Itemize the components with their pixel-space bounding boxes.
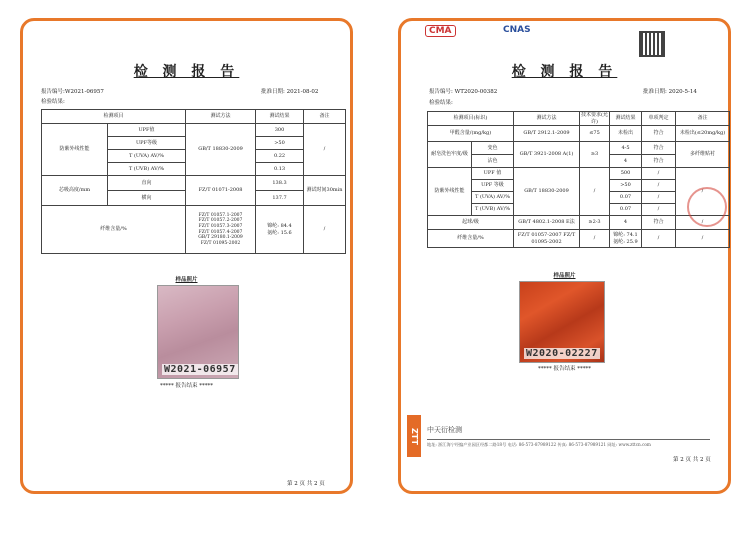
right-header-note: 备注	[676, 112, 730, 126]
left-end-note: ***** 报告结束 *****	[160, 383, 213, 389]
right-cell-method: GB/T 18830-2009	[514, 168, 580, 216]
left-wick-result: 137.7	[256, 191, 304, 206]
right-cell-judge: 符合	[642, 142, 676, 155]
left-page-number: 第 2 页 共 2 页	[287, 481, 325, 487]
right-sample-label: W2020-02227	[526, 348, 598, 359]
right-cell-result: 锦纶: 74.1 氨纶: 25.9	[610, 230, 642, 248]
right-cell-item: T (UVA) AV/%	[472, 192, 514, 204]
right-cell-item: UPF 等级	[472, 180, 514, 192]
left-uv-note: /	[304, 124, 346, 176]
right-cell-judge: /	[642, 204, 676, 216]
footer-address: 地址: 浙江海宁经编产业园区经都二路18号 电话: 86-573-87989122 传真: 86-573-87989121 网址: www.zttcn.com	[427, 442, 651, 447]
right-cell-judge: /	[642, 192, 676, 204]
inspection-stamp-icon	[687, 187, 727, 227]
right-report-title: 检 测 报 告	[511, 64, 618, 80]
right-row-fiber: 纤维含量/%	[428, 230, 514, 248]
left-header-item: 检测项目	[42, 110, 186, 124]
right-cell-result: >50	[610, 180, 642, 192]
left-uv-result: 0.22	[256, 150, 304, 163]
right-header-req: 技术要求(允许)	[581, 112, 608, 125]
right-header-method: 测试方法	[514, 112, 580, 126]
right-cell-judge: 符合	[642, 216, 676, 230]
left-uv-result: 0.13	[256, 163, 304, 176]
left-header-note: 备注	[304, 110, 346, 124]
right-sample-photo	[519, 281, 605, 363]
left-uv-item: UPF值	[108, 124, 186, 137]
cnas-logo: CNAS	[503, 25, 531, 35]
right-cell-judge: 符合	[642, 155, 676, 168]
left-approval-date: 批准日期: 2021-08-02	[261, 89, 319, 95]
cma-logo: CMA	[425, 25, 456, 37]
right-approval-date: 批准日期: 2020-5-14	[643, 89, 697, 95]
right-group-uv: 防紫外线性能	[428, 168, 472, 216]
right-cell-judge: /	[642, 180, 676, 192]
right-cell-item: T (UVB) AV/%	[472, 204, 514, 216]
left-fiber-item: 纤维含量/%	[42, 206, 186, 254]
left-wick-result: 138.3	[256, 176, 304, 191]
right-cell-result: 0.07	[610, 204, 642, 216]
right-cell-note: /	[676, 216, 730, 230]
left-report-title: 检 测 报 告	[133, 64, 240, 80]
left-uv-item: T (UVB) AV/%	[108, 163, 186, 176]
right-cell-judge: 符合	[642, 126, 676, 142]
left-results-table	[41, 109, 346, 254]
left-report-frame	[20, 18, 353, 494]
left-wick-note: 测试时间30min	[304, 176, 346, 206]
left-fiber-results: 锦纶: 84.4 氨纶: 15.6	[256, 206, 304, 254]
right-page-number: 第 2 页 共 2 页	[673, 457, 711, 463]
right-cell-result: 4	[610, 155, 642, 168]
left-sample-label: W2021-06957	[164, 364, 236, 375]
right-cell-req: /	[580, 168, 610, 216]
right-cell-req: /	[580, 230, 610, 248]
right-header-item: 检测项目(标识)	[428, 112, 514, 126]
right-cell-item: 变色	[472, 142, 514, 155]
right-header-judge: 单项判定	[642, 112, 676, 126]
left-fiber-note: /	[304, 206, 346, 254]
right-cell-result: 4-5	[610, 142, 642, 155]
left-uv-method: GB/T 18830-2009	[186, 124, 256, 176]
right-cell-req: ≥3	[580, 142, 610, 168]
left-report-page	[29, 27, 344, 485]
right-cell-note: /	[676, 230, 730, 248]
left-fiber-methods: FZ/T 01057.1-2007 FZ/T 01057.2-2007 FZ/T 01057.3-2007 FZ/T 01057.4-2007 GB/T 29180.1-2009 FZ/T 01095-2002	[186, 206, 256, 254]
right-cell-req: ≤75	[580, 126, 610, 142]
right-cell-method: GB/T 4802.1-2008 E法	[514, 216, 580, 230]
ztt-logo: ZTT	[407, 415, 421, 457]
company-name: 中天衍检测	[427, 426, 462, 434]
left-uv-item: UPF等级	[108, 137, 186, 150]
left-header-result: 测试结果	[256, 110, 304, 124]
left-results-label: 检验结果:	[41, 99, 65, 105]
left-sample-photo	[157, 285, 239, 379]
right-group-wash: 耐皂洗色牢度/级	[428, 142, 472, 168]
right-cell-method: FZ/T 01057-2007 FZ/T 01095-2002	[514, 230, 580, 248]
left-header-method: 测试方法	[186, 110, 256, 124]
right-cell-judge: /	[642, 168, 676, 180]
right-report-number: 报告编号: WT2020-00382	[429, 89, 498, 95]
right-cell-req: ≥2-3	[580, 216, 610, 230]
right-cell-item: 沾色	[472, 155, 514, 168]
right-cell-result: 0.07	[610, 192, 642, 204]
left-uv-item: T (UVA) AV/%	[108, 150, 186, 163]
left-wick-item: 横向	[108, 191, 186, 206]
right-cell-result: 500	[610, 168, 642, 180]
right-sample-caption: 样品照片	[553, 273, 576, 279]
right-report-frame	[398, 18, 731, 494]
footer-divider	[427, 439, 710, 440]
left-uv-result: 300	[256, 124, 304, 137]
right-row-formaldehyde: 甲醛含量/(mg/kg)	[428, 126, 514, 142]
right-cell-note: 多纤维贴衬	[676, 142, 730, 168]
left-report-number: 报告编号:W2021-06957	[41, 89, 104, 95]
qr-code-icon	[641, 33, 663, 55]
right-cell-note: /	[676, 168, 730, 216]
right-header-result: 测试结果	[610, 112, 642, 126]
right-results-label: 检验结果:	[429, 100, 453, 106]
left-sample-caption: 样品照片	[175, 277, 198, 283]
right-report-page	[407, 25, 726, 485]
right-cell-method: GB/T 2912.1-2009	[514, 126, 580, 142]
right-cell-judge: /	[642, 230, 676, 248]
left-wick-group: 芯吸高度/mm	[42, 176, 108, 206]
right-cell-result: 未检出	[610, 126, 642, 142]
right-end-note: ***** 报告结束 *****	[538, 366, 591, 372]
left-wick-item: 直向	[108, 176, 186, 191]
left-uv-result: >50	[256, 137, 304, 150]
right-cell-item: UPF 值	[472, 168, 514, 180]
right-results-table	[427, 111, 730, 248]
right-cell-note: 未检出(≤20mg/kg)	[676, 126, 730, 142]
right-row-pilling: 起球/级	[428, 216, 514, 230]
right-cell-method: GB/T 3921-2008 A(1)	[514, 142, 580, 168]
right-cell-result: 4	[610, 216, 642, 230]
left-uv-group: 防紫外线性能	[42, 124, 108, 176]
left-wick-method: FZ/T 01071-2008	[186, 176, 256, 206]
